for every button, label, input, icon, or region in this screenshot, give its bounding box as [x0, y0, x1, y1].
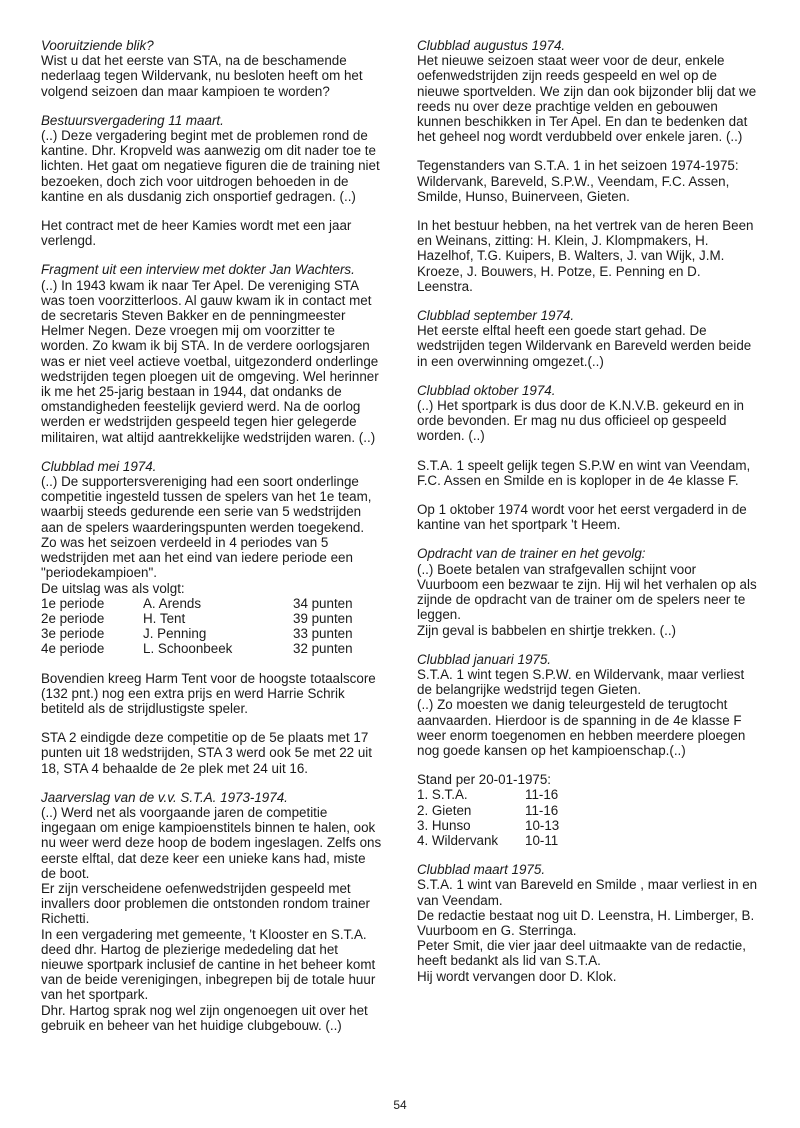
- results-intro: De uitslag was als volgt:: [41, 580, 185, 596]
- left-column: [41, 38, 383, 1047]
- section-paragraph: S.T.A. 1 wint tegen S.P.W. en Wildervank, maar verliest de belangrijke wedstrijd tegen Gieten.: [417, 666, 745, 698]
- table-row: [41, 641, 353, 656]
- section-paragraph: (..) Werd net als voorgaande jaren de competitie ingegaan om enige kampioenstitels binnen te halen, ook nu weer werd deze hoop de bodem ingeslagen. Zelfs ons eerste elftal, dat deze keer een unieke kans had, miste de boot.: [41, 804, 382, 881]
- section-clubblad-mei: [41, 459, 383, 657]
- section-heading: Bestuursvergadering 11 maart.: [41, 112, 224, 128]
- section-interview: [41, 262, 383, 444]
- section-standings: [417, 772, 759, 848]
- section-heading: Clubblad augustus 1974.: [417, 38, 566, 53]
- section-paragraph: In een vergadering met gemeente, 't Klooster en S.T.A. deed dhr. Hartog de plezierige mededeling dat het nieuwe sportpark inclusief de cantine in het beheer komt van de beide verenigingen, inbegrepen bij de totale huur van het sportpark.: [41, 926, 376, 1003]
- section-tegenstanders: [417, 158, 759, 204]
- section-heading: Jaarverslag van de v.v. S.T.A. 1973-1974.: [41, 789, 288, 805]
- points-cell: 32 punten: [293, 641, 353, 657]
- period-cell: 2e periode: [41, 610, 105, 626]
- score-cell: 11-16: [525, 787, 559, 803]
- player-cell: L. Schoonbeek: [143, 641, 233, 657]
- section-body: Het nieuwe seizoen staat weer voor de deur, enkele oefenwedstrijden zijn reeds gespeeld en wel op de nieuwe sportvelden. We zijn dan ook bijzonder blij dat we reeds nu over deze prachtige velden en gebouwen kunnen beschikken in Ter Apel. En dan te bedenken dat het geheel nog wordt verdubbeld over enkele jaren. (..): [417, 53, 757, 145]
- section-clubblad-september: [417, 308, 759, 369]
- section-bestuursvergadering: [41, 113, 383, 204]
- section-clubblad-augustus: [417, 38, 759, 144]
- section-contract: [41, 218, 383, 248]
- table-row: [417, 803, 559, 818]
- period-cell: 1e periode: [41, 595, 105, 611]
- section-heading: Clubblad mei 1974.: [41, 458, 157, 474]
- section-kantine: [417, 502, 759, 532]
- section-paragraph: Dhr. Hartog sprak nog wel zijn ongenoegen uit over het gebruik en beheer van het huidige clubgebouw. (..): [41, 1002, 368, 1033]
- section-body: STA 2 eindigde deze competitie op de 5e plaats met 17 punten uit 18 wedstrijden, STA 3 werd ook 5e met 22 uit 18, STA 4 behaalde de 2e plek met 24 uit 16.: [41, 730, 372, 776]
- score-cell: 10-13: [525, 817, 560, 833]
- section-paragraph: Zijn geval is babbelen en shirtje trekken. (..): [417, 622, 677, 638]
- period-results-table: [41, 596, 353, 657]
- section-heading: Clubblad oktober 1974.: [417, 382, 556, 398]
- player-cell: H. Tent: [143, 610, 186, 626]
- section-jaarverslag: [41, 790, 383, 1033]
- section-heading: Fragment uit een interview met dokter Jan Wachters.: [41, 262, 355, 278]
- table-row: [41, 596, 353, 611]
- player-cell: J. Penning: [143, 626, 207, 642]
- team-cell: 1. S.T.A.: [417, 787, 468, 803]
- table-row: [41, 626, 353, 641]
- section-clubblad-oktober: [417, 383, 759, 444]
- team-cell: 4. Wildervank: [417, 832, 499, 848]
- section-sta-teams: [41, 730, 383, 776]
- section-paragraph: Er zijn verscheidene oefenwedstrijden gespeeld met invallers door problemen die ontstonden rondom trainer Richetti.: [41, 880, 371, 927]
- table-row: [417, 833, 559, 848]
- section-bestuur: [417, 218, 759, 294]
- page-number: 54: [393, 1098, 407, 1112]
- section-totaalscore: [41, 671, 383, 717]
- section-heading: Clubblad maart 1975.: [417, 862, 546, 878]
- section-clubblad-maart: [417, 862, 759, 984]
- period-cell: 4e periode: [41, 641, 105, 657]
- section-body: Op 1 oktober 1974 wordt voor het eerst vergaderd in de kantine van het sportpark 't Heem.: [417, 502, 747, 533]
- section-body: Bovendien kreeg Harm Tent voor de hoogste totaalscore (132 pnt.) nog een extra prijs en werd Harrie Schrik betiteld als de strijdlustigste speler.: [41, 670, 376, 716]
- section-body: (..) Deze vergadering begint met de problemen rond de kantine. Dhr. Kropveld was aanwezig om dit nader toe te lichten. Het gaat om negatieve figuren die de training niet bezoeken, doch zich voor uitdrogen behoeden in de kantine en als dusdanig zich onsportief gedragen. (..): [41, 128, 380, 204]
- table-row: [41, 611, 353, 626]
- section-body: In het bestuur hebben, na het vertrek van de heren Been en Weinans, zitting: H. Klein, J. Klompmakers, H. Hazelhof, T.G. Kuipers, B. Walters, J. van Wijk, J.M. Kroeze, J. Bouwers, H. Potze, E. Penning en D. Leenstra.: [417, 218, 754, 294]
- section-heading: Opdracht van de trainer en het gevolg:: [417, 546, 646, 562]
- points-cell: 33 punten: [293, 626, 353, 642]
- section-vooruitziende: [41, 38, 383, 99]
- section-body: (..) Het sportpark is dus door de K.N.V.B. gekeurd en in orde bevonden. Er mag nu dus officieel op gespeeld worden. (..): [417, 398, 744, 444]
- section-body: Wist u dat het eerste van STA, na de beschamende nederlaag tegen Wildervank, nu besloten heeft om het volgend seizoen dan maar kampioen te worden?: [41, 53, 363, 99]
- team-cell: 2. Gieten: [417, 802, 472, 818]
- section-body: Tegenstanders van S.T.A. 1 in het seizoen 1974-1975: Wildervank, Bareveld, S.P.W., Veendam, F.C. Assen, Smilde, Hunso, Buinerveen, Gieten.: [417, 158, 739, 204]
- section-paragraph: S.T.A. 1 wint van Bareveld en Smilde , maar verliest in en van Veendam.: [417, 877, 758, 908]
- table-row: [417, 818, 559, 833]
- section-paragraph: (..) Boete betalen van strafgevallen schijnt voor Vuurboom een bezwaar te zijn. Hij wil het verhalen op als zijnde de opdracht van de trainer om de spelers neer te leggen.: [417, 561, 757, 623]
- section-paragraph: Hij wordt vervangen door D. Klok.: [417, 968, 617, 984]
- table-row: [417, 787, 559, 802]
- section-opdracht: [417, 546, 759, 637]
- section-body: S.T.A. 1 speelt gelijk tegen S.P.W en wint van Veendam, F.C. Assen en Smilde en is koploper in de 4e klasse F.: [417, 457, 751, 488]
- section-koploper: [417, 458, 759, 488]
- points-cell: 39 punten: [293, 610, 353, 626]
- section-body: (..) In 1943 kwam ik naar Ter Apel. De vereniging STA was toen voorzitterloos. Al gauw kwam ik in contact met de secretaris Steven Bakker en de penningmeester Helmer Negen. Deze vroegen mij om voorzitter te worden. Zo kwam ik bij STA. In de verdere oorlogsjaren was er niet veel actieve voetbal, uitgezonderd onderlinge wedstrijden tegen ploegen uit de omgeving. Wel herinner ik me het 25-jarig bestaan in 1944, dat ondanks de omstandigheden feestelijk gevierd werd. Na de oorlog werden er wedstrijden gespeeld tegen hier gelegerde militairen, wat altijd aantrekkelijke wedstrijden waren. (..): [41, 277, 379, 445]
- section-body: Het contract met de heer Kamies wordt met een jaar verlengd.: [41, 218, 352, 249]
- standings-table: [417, 787, 559, 848]
- team-cell: 3. Hunso: [417, 817, 471, 833]
- section-body: Het eerste elftal heeft een goede start gehad. De wedstrijden tegen Wildervank en Bareveld werden beide in een overwinning omgezet.(..): [417, 323, 752, 369]
- standings-intro: Stand per 20-01-1975:: [417, 772, 552, 788]
- section-paragraph: Peter Smit, die vier jaar deel uitmaakte van de redactie, heeft bedankt als lid van S.T.A.: [417, 938, 746, 969]
- section-heading: Clubblad januari 1975.: [417, 651, 552, 667]
- section-heading: Vooruitziende blik?: [41, 38, 154, 53]
- score-cell: 10-11: [525, 832, 559, 848]
- section-paragraph: De redactie bestaat nog uit D. Leenstra, H. Limberger, B. Vuurboom en G. Sterringa.: [417, 907, 755, 938]
- player-cell: A. Arends: [143, 595, 202, 611]
- section-body: (..) De supportersvereniging had een soort onderlinge competitie ingesteld tussen de spelers van het 1e team, waarbij steeds gedurende een serie van 5 wedstrijden aan de spelers waarderingspunten werden toegekend. Zo was het seizoen verdeeld in 4 periodes van 5 wedstrijden met aan het eind van iedere periode een "periodekampioen".: [41, 474, 372, 581]
- right-column: [417, 38, 759, 998]
- section-clubblad-januari: [417, 652, 759, 758]
- period-cell: 3e periode: [41, 626, 105, 642]
- section-paragraph: (..) Zo moesten we danig teleurgesteld de terugtocht aanvaarden. Hierdoor is de spanning in de 4e klasse F weer enorm toegenomen en hebben meerdere ploegen nog goede kansen op het kampioenschap.(..): [417, 697, 746, 758]
- score-cell: 11-16: [525, 802, 559, 818]
- section-heading: Clubblad september 1974.: [417, 308, 575, 324]
- points-cell: 34 punten: [293, 595, 353, 611]
